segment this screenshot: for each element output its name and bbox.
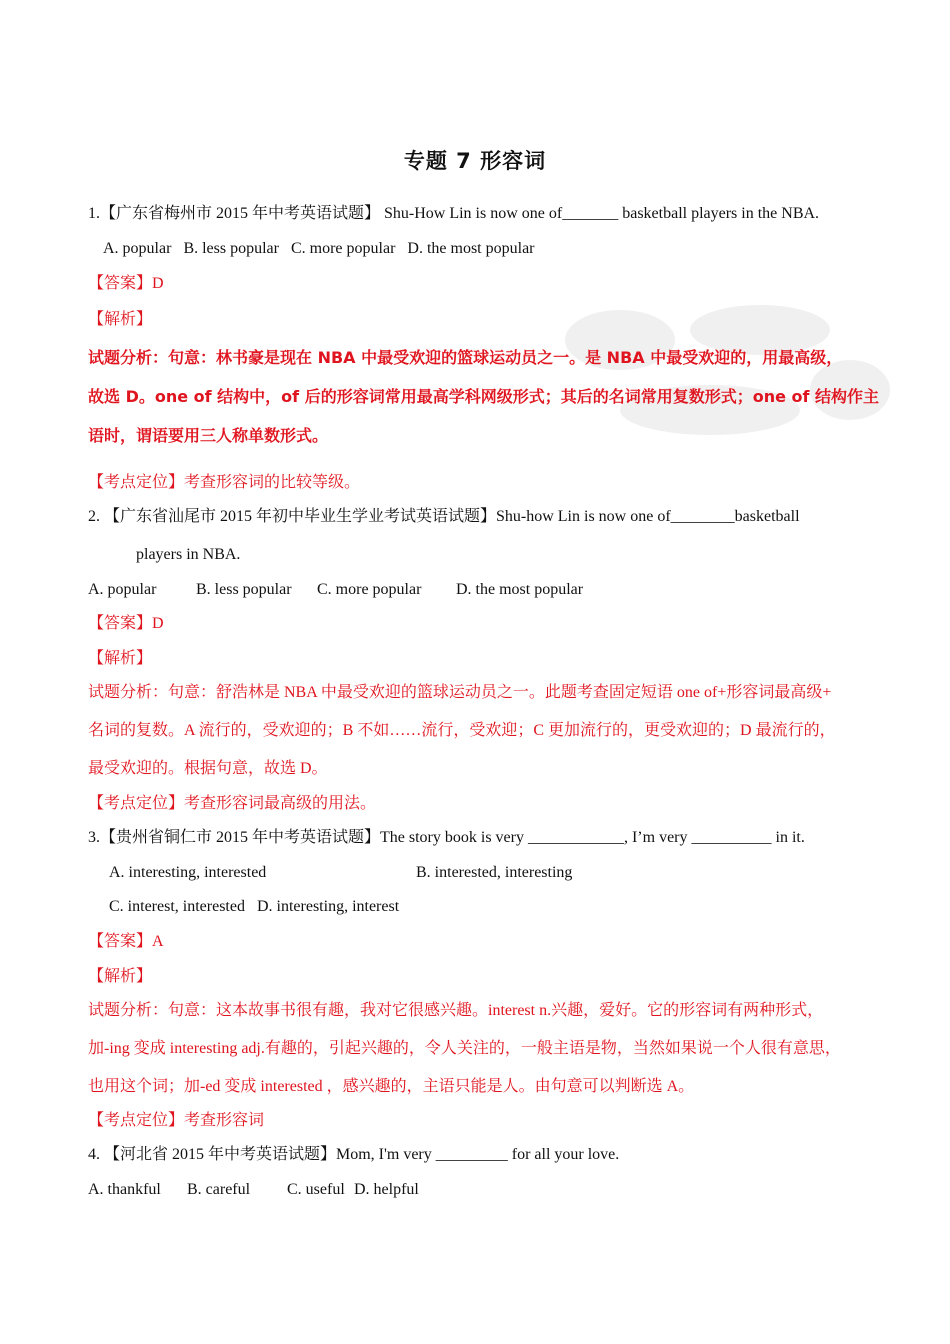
option-d: D. the most popular [407, 240, 535, 257]
option-a: A. thankful [88, 1181, 161, 1198]
question-1-point: 【考点定位】考查形容词的比较等级。 [88, 474, 361, 491]
question-2-analysis-line-3: 最受欢迎的。根据句意，故选 D。 [88, 760, 328, 777]
question-4-options [88, 1179, 419, 1201]
question-3-stem: 3.【贵州省铜仁市 2015 年中考英语试题】The story book is very ____________, I’m very __________ in it. [88, 829, 805, 846]
watermark-logo [560, 300, 890, 440]
option-b: B. less popular [183, 240, 279, 257]
question-1-analysis-line-1: 试题分析：句意：林书豪是现在 NBA 中最受欢迎的篮球运动员之一。是 NBA 中最受欢迎的，用最高级， [88, 348, 843, 367]
question-1-analysis-label: 【解析】 [88, 311, 153, 328]
question-3-analysis-line-1: 试题分析：句意：这本故事书很有趣，我对它很感兴趣。interest n.兴趣，爱好。它的形容词有两种形式， [88, 1002, 824, 1019]
option-d: D. helpful [354, 1181, 419, 1198]
question-3-option-a: A. interesting, interested [109, 864, 267, 881]
question-3-answer: 【答案】A [88, 933, 164, 950]
question-3-point: 【考点定位】考查形容词 [88, 1112, 265, 1129]
option-b: B. careful [187, 1181, 251, 1198]
question-2-analysis-line-2: 名词的复数。A 流行的，受欢迎的；B 不如……流行，受欢迎；C 更加流行的，更受欢迎的；D 最流行的， [88, 722, 836, 739]
option-c: C. more popular [290, 240, 396, 257]
question-3-analysis-line-2: 加-ing 变成 interesting adj.有趣的，引起兴趣的，令人关注的，一般主语是物，当然如果说一个人很有意思， [88, 1040, 841, 1057]
question-2-analysis-label: 【解析】 [88, 650, 153, 667]
option-a: A. popular [88, 581, 157, 598]
question-2-stem: 2. 【广东省汕尾市 2015 年初中毕业生学业考试英语试题】Shu-how Lin is now one of________basketball [88, 508, 800, 525]
option-c: C. interest, interested [109, 898, 245, 915]
question-2-options [88, 579, 583, 601]
option-d: D. interesting, interest [256, 898, 400, 915]
question-1-analysis-line-3: 语时，谓语要用三人称单数形式。 [88, 426, 329, 445]
option-a: A. popular [103, 240, 172, 257]
question-3-analysis-line-3: 也用这个词；加-ed 变成 interested ，感兴趣的，主语只能是人。由句意可以判断选 A。 [88, 1078, 695, 1095]
question-2-analysis-line-1: 试题分析：句意：舒浩林是 NBA 中最受欢迎的篮球运动员之一。此题考查固定短语 one of+形容词最高级+ [88, 684, 832, 701]
option-b: B. less popular [196, 581, 292, 598]
question-1-analysis-line-2: 故选 D。one of 结构中，of 后的形容词常用最高学科网级形式；其后的名词常用复数形式；one of 结构作主 [88, 387, 880, 406]
question-4-stem: 4. 【河北省 2015 年中考英语试题】Mom, I'm very _________ for all your love. [88, 1146, 620, 1163]
question-3-option-b: B. interested, interesting [416, 864, 573, 881]
page-title: 专题 7 形容词 [403, 149, 547, 173]
question-3-analysis-label: 【解析】 [88, 968, 153, 985]
option-c: C. more popular [317, 581, 422, 598]
question-1-options [103, 238, 535, 260]
question-2-point: 【考点定位】考查形容词最高级的用法。 [88, 795, 377, 812]
option-d: D. the most popular [456, 581, 584, 598]
question-1-stem: 1.【广东省梅州市 2015 年中考英语试题】 Shu-How Lin is now one of_______ basketball players in the NBA. [88, 205, 820, 222]
question-2-stem-cont: players in NBA. [136, 546, 241, 563]
question-3-options-cd [109, 896, 399, 918]
question-1-answer: 【答案】D [88, 275, 164, 292]
option-c: C. useful [287, 1181, 345, 1198]
question-2-answer: 【答案】D [88, 615, 164, 632]
